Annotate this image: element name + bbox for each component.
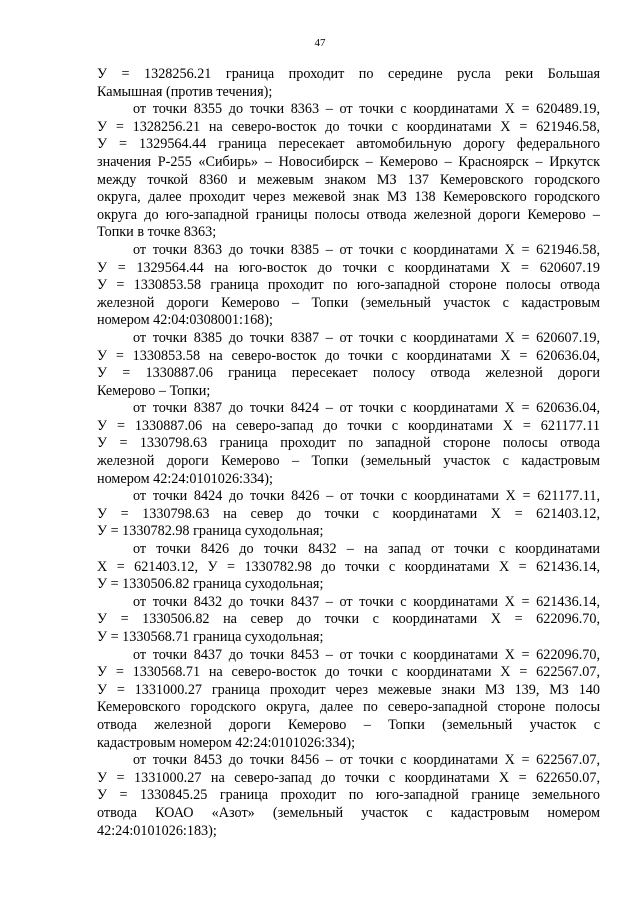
text-line: от точки 8432 до точки 8437 – от точки с координатами Х = 621436.14, [133,593,600,610]
text-line: кадастровым номером 42:24:0101026:334); [97,734,356,751]
paragraph [97,647,600,753]
document-body [97,66,600,840]
text-line: У = 1330845.25 граница проходит по юго-западной границе земельного [97,787,600,804]
text-line: от точки 8426 до точки 8432 – на запад от точки с координатами [133,541,600,558]
text-line: 42:24:0101026:183); [97,822,217,839]
text-line: Топки в точке 8363; [97,224,217,241]
text-line: У = 1330568.71 граница суходольная; [97,629,324,645]
text-line: между точкой 8360 и межевым знаком МЗ 137 Кемеровского городского [97,171,600,188]
text-line: Кемерово – Топки; [97,382,211,399]
text-line: У = 1330798.63 граница проходит по западной стороне полосы отвода [97,435,600,452]
text-line: У = 1330887.06 граница пересекает полосу отвода железной дороги [97,365,600,382]
paragraph [97,330,600,400]
text-line: У = 1330506.82 на север до точки с координатами Х = 622096.70, [97,611,600,628]
paragraph [97,594,600,647]
text-line: У = 1331000.27 граница проходит через межевые знаки МЗ 139, МЗ 140 [97,681,600,698]
text-line: от точки 8355 до точки 8363 – от точки с координатами Х = 620489.19, [133,101,600,118]
text-line: У = 1330853.58 граница проходит по юго-западной стороне полосы отвода [97,277,600,294]
text-line: Кемеровского городского округа, далее по северо-западной стороне полосы [97,699,600,716]
text-line: Камышная (против течения); [97,83,273,100]
paragraph [97,541,600,594]
page-number: 47 [314,37,326,49]
text-line: округа до юго-западной границы полосы отвода железной дороги Кемерово – [97,206,600,223]
text-line: значения Р-255 «Сибирь» – Новосибирск – Кемерово – Красноярск – Иркутск [97,153,600,170]
text-line: У = 1329564.44 граница пересекает автомобильную дорогу федерального [97,136,600,153]
text-line: У = 1328256.21 на северо-восток до точки с координатами Х = 621946.58, [97,118,600,135]
text-line: отвода железной дороги Кемерово – Топки (земельный участок с [97,716,600,733]
text-line: округа, далее проходит через межевой знак МЗ 138 Кемеровского городского [97,189,600,206]
text-line: У = 1330887.06 на северо-запад до точки с координатами Х = 621177.11 [97,417,600,434]
text-line: номером 42:04:0308001:168); [97,312,273,329]
text-line: У = 1330798.63 на север до точки с координатами Х = 621403.12, [97,505,600,522]
text-line: от точки 8453 до точки 8456 – от точки с координатами Х = 622567.07, [133,752,600,769]
paragraph [97,101,600,242]
text-line: У = 1331000.27 на северо-запад до точки с координатами Х = 622650.07, [97,769,600,786]
text-line: У = 1329564.44 на юго-восток до точки с координатами Х = 620607.19 [97,259,600,276]
text-line: У = 1330568.71 на северо-восток до точки с координатами Х = 622567.07, [97,664,600,681]
text-line: У = 1328256.21 граница проходит по середине русла реки Большая [97,66,600,82]
text-line: от точки 8363 до точки 8385 – от точки с координатами Х = 621946.58, [133,241,600,258]
paragraph [97,400,600,488]
paragraph [97,242,600,330]
paragraph [97,752,600,840]
paragraph [97,66,600,101]
text-line: У = 1330506.82 граница суходольная; [97,576,324,593]
text-line: железной дороги Кемерово – Топки (земельный участок с кадастровым [97,453,600,470]
text-line: У = 1330853.58 на северо-восток до точки с координатами Х = 620636.04, [97,347,600,364]
text-line: от точки 8387 до точки 8424 – от точки с координатами Х = 620636.04, [133,400,600,417]
text-line: от точки 8424 до точки 8426 – от точки с координатами Х = 621177.11, [133,488,600,505]
text-line: Х = 621403.12, У = 1330782.98 до точки с координатами Х = 621436.14, [97,558,600,575]
text-line: от точки 8385 до точки 8387 – от точки с координатами Х = 620607.19, [133,329,600,346]
text-line: номером 42:24:0101026:334); [97,470,273,487]
text-line: отвода КОАО «Азот» (земельный участок с кадастровым номером [97,804,600,821]
text-line: от точки 8437 до точки 8453 – от точки с координатами Х = 622096.70, [133,646,600,663]
text-line: железной дороги Кемерово – Топки (земельный участок с кадастровым [97,294,600,311]
text-line: У = 1330782.98 граница суходольная; [97,523,324,540]
paragraph [97,488,600,541]
